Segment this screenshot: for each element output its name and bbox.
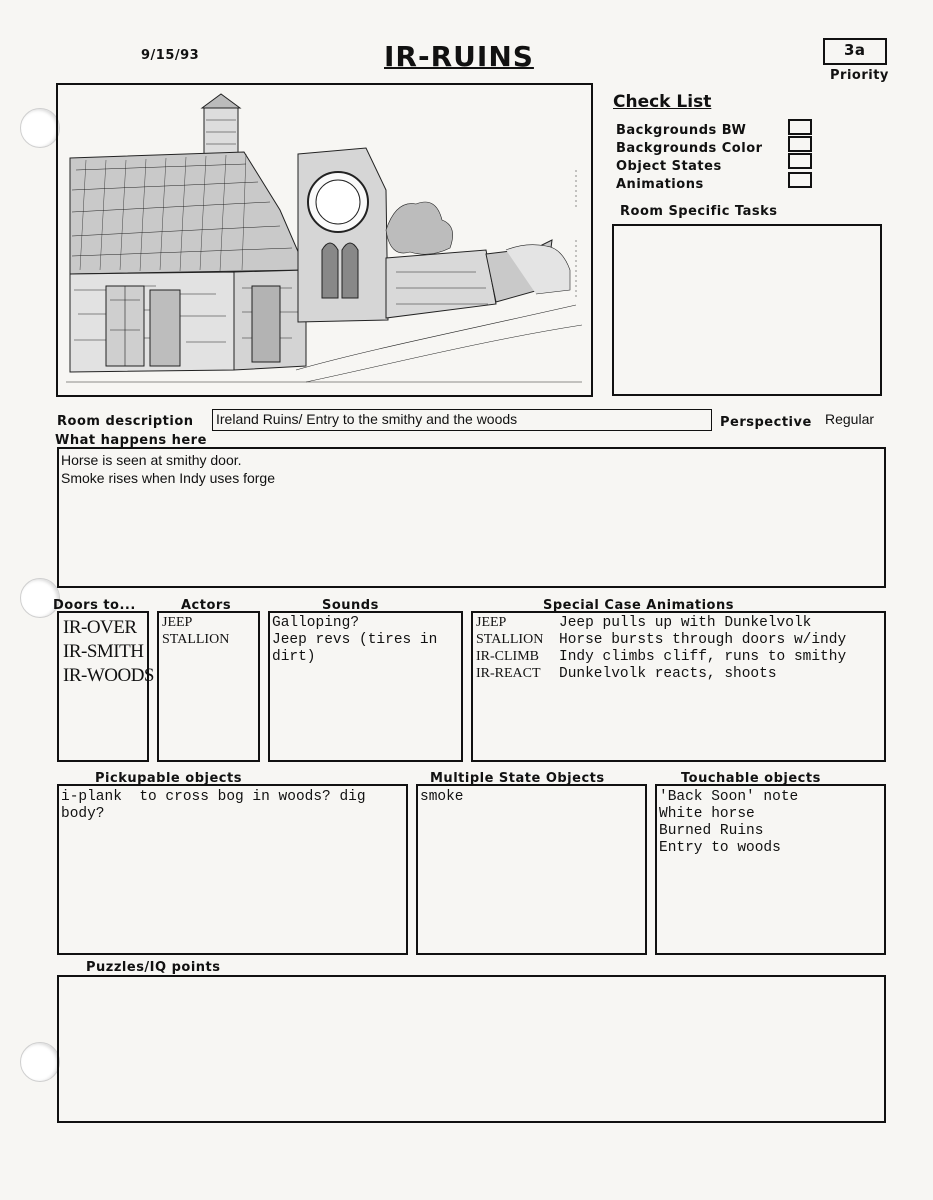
checkbox-backgrounds-color[interactable] bbox=[788, 136, 812, 152]
animation-desc: Indy climbs cliff, runs to smithy bbox=[559, 649, 847, 665]
sounds-label: Sounds bbox=[322, 598, 379, 613]
pickupable-line: i-plank to cross bog in woods? dig bbox=[61, 789, 366, 805]
touchable-line: Burned Ruins bbox=[659, 823, 764, 839]
checklist-item-animations: Animations bbox=[616, 177, 704, 192]
pickupable-label: Pickupable objects bbox=[95, 771, 242, 786]
room-tasks-box[interactable] bbox=[612, 224, 882, 396]
priority-label: Priority bbox=[830, 68, 889, 83]
ruins-sketch-image bbox=[66, 90, 582, 390]
special-animations-label: Special Case Animations bbox=[543, 598, 734, 613]
page-title: IR-RUINS bbox=[384, 40, 534, 73]
animation-id: STALLION bbox=[476, 632, 544, 647]
touchable-line: White horse bbox=[659, 806, 755, 822]
checklist-item-object-states: Object States bbox=[616, 159, 722, 174]
sounds-line: Galloping? bbox=[272, 615, 360, 631]
doors-label: Doors to... bbox=[53, 598, 136, 613]
checkbox-animations[interactable] bbox=[788, 172, 812, 188]
touchable-line: 'Back Soon' note bbox=[659, 789, 799, 805]
sounds-line: dirt) bbox=[272, 649, 316, 665]
animation-desc: Horse bursts through doors w/indy bbox=[559, 632, 847, 648]
pickupable-box[interactable] bbox=[57, 784, 408, 955]
checklist-item-bw: Backgrounds BW bbox=[616, 123, 747, 138]
animation-id: IR-REACT bbox=[476, 666, 541, 681]
checklist-title: Check List bbox=[613, 92, 712, 112]
door-item: IR-WOODS bbox=[63, 665, 154, 686]
multiple-state-label: Multiple State Objects bbox=[430, 771, 605, 786]
sounds-line: Jeep revs (tires in bbox=[272, 632, 438, 648]
multiple-state-box[interactable] bbox=[416, 784, 647, 955]
door-item: IR-OVER bbox=[63, 617, 137, 638]
what-happens-line-2: Smoke rises when Indy uses forge bbox=[61, 470, 275, 486]
room-description-field[interactable] bbox=[212, 409, 712, 431]
room-tasks-label: Room Specific Tasks bbox=[620, 204, 778, 219]
binder-hole-bottom bbox=[20, 1042, 60, 1082]
checkbox-object-states[interactable] bbox=[788, 153, 812, 169]
perspective-label: Perspective bbox=[720, 415, 812, 430]
what-happens-label: What happens here bbox=[55, 433, 207, 448]
pickupable-line: body? bbox=[61, 806, 105, 822]
animation-id: IR-CLIMB bbox=[476, 649, 539, 664]
checkbox-backgrounds-bw[interactable] bbox=[788, 119, 812, 135]
puzzles-box[interactable] bbox=[57, 975, 886, 1123]
checklist-item-color: Backgrounds Color bbox=[616, 141, 763, 156]
perspective-value: Regular bbox=[825, 411, 875, 427]
multiple-state-line: smoke bbox=[420, 789, 464, 805]
actor-item: STALLION bbox=[162, 632, 230, 647]
animation-desc: Dunkelvolk reacts, shoots bbox=[559, 666, 777, 682]
date: 9/15/93 bbox=[141, 48, 200, 63]
room-description-value: Ireland Ruins/ Entry to the smithy and the woods bbox=[216, 411, 518, 427]
touchable-label: Touchable objects bbox=[681, 771, 821, 786]
room-description-label: Room description bbox=[57, 414, 194, 429]
animation-desc: Jeep pulls up with Dunkelvolk bbox=[559, 615, 812, 631]
what-happens-box[interactable] bbox=[57, 447, 886, 588]
priority-value: 3a bbox=[844, 41, 866, 59]
actors-label: Actors bbox=[181, 598, 232, 613]
door-item: IR-SMITH bbox=[63, 641, 144, 662]
puzzles-label: Puzzles/IQ points bbox=[86, 960, 221, 975]
binder-hole-top bbox=[20, 108, 60, 148]
animation-id: JEEP bbox=[476, 615, 507, 630]
actor-item: JEEP bbox=[162, 615, 193, 630]
what-happens-line-1: Horse is seen at smithy door. bbox=[61, 452, 242, 468]
touchable-line: Entry to woods bbox=[659, 840, 781, 856]
